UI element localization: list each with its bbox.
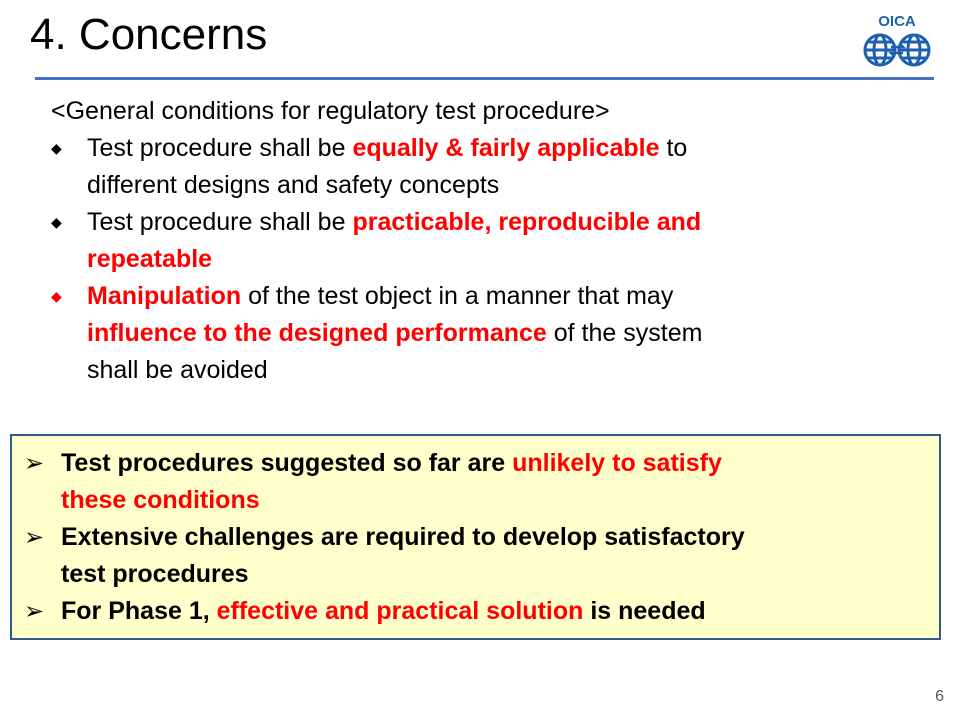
summary-text: Test procedures suggested so far are: [61, 449, 513, 477]
summary-text: For Phase 1,: [61, 597, 217, 625]
bullet-emphasis: influence to the designed performance: [87, 319, 547, 347]
conditions-section: [51, 93, 921, 389]
summary-emphasis: unlikely to satisfy: [512, 449, 722, 477]
title-divider: [35, 77, 934, 80]
diamond-bullet-icon: ◆: [51, 288, 62, 304]
bullet-text: of the test object in a manner that may: [241, 282, 674, 310]
section-heading: <General conditions for regulatory test procedure>: [51, 97, 610, 125]
arrow-bullet-icon: ➢: [24, 598, 45, 625]
bullet-item: [51, 204, 921, 278]
bullet-line: [87, 204, 921, 241]
bullet-line: [87, 130, 921, 167]
summary-emphasis: effective and practical solution: [216, 597, 584, 625]
summary-line: these conditions: [61, 486, 260, 514]
summary-item: [12, 445, 939, 519]
bullet-line: repeatable: [87, 245, 213, 273]
logo-text: OICA: [878, 13, 916, 30]
summary-line: [61, 445, 939, 482]
summary-box: [10, 434, 941, 640]
bullet-line: shall be avoided: [87, 356, 268, 384]
summary-line: Extensive challenges are required to develop satisfactory: [61, 523, 745, 551]
bullet-emphasis: practicable, reproducible and: [352, 208, 702, 236]
summary-line: test procedures: [61, 560, 249, 588]
bullet-text: of the system: [546, 319, 703, 347]
diamond-bullet-icon: ◆: [51, 140, 62, 156]
bullet-line: [87, 278, 921, 315]
summary-text: is needed: [583, 597, 706, 625]
bullet-emphasis: Manipulation: [87, 282, 242, 310]
arrow-bullet-icon: ➢: [24, 524, 45, 551]
diamond-bullet-icon: ◆: [51, 214, 62, 230]
summary-line: [61, 593, 939, 630]
bullet-line: [87, 315, 921, 352]
bullet-emphasis: equally & fairly applicable: [352, 134, 660, 162]
bullet-item: [51, 130, 921, 204]
bullet-text: Test procedure shall be: [87, 208, 353, 236]
globe-right-icon: [899, 35, 929, 65]
slide-title: 4. Concerns: [30, 10, 268, 59]
globe-left-icon: [865, 35, 895, 65]
page-number: 6: [935, 688, 944, 705]
bullet-text: Test procedure shall be: [87, 134, 353, 162]
bullet-text: to: [659, 134, 688, 162]
bullet-line: different designs and safety concepts: [87, 171, 500, 199]
bullet-item: [51, 278, 921, 389]
summary-item: [12, 519, 939, 593]
arrow-bullet-icon: ➢: [24, 450, 45, 477]
oica-logo: [858, 6, 936, 76]
summary-item: [12, 593, 939, 630]
